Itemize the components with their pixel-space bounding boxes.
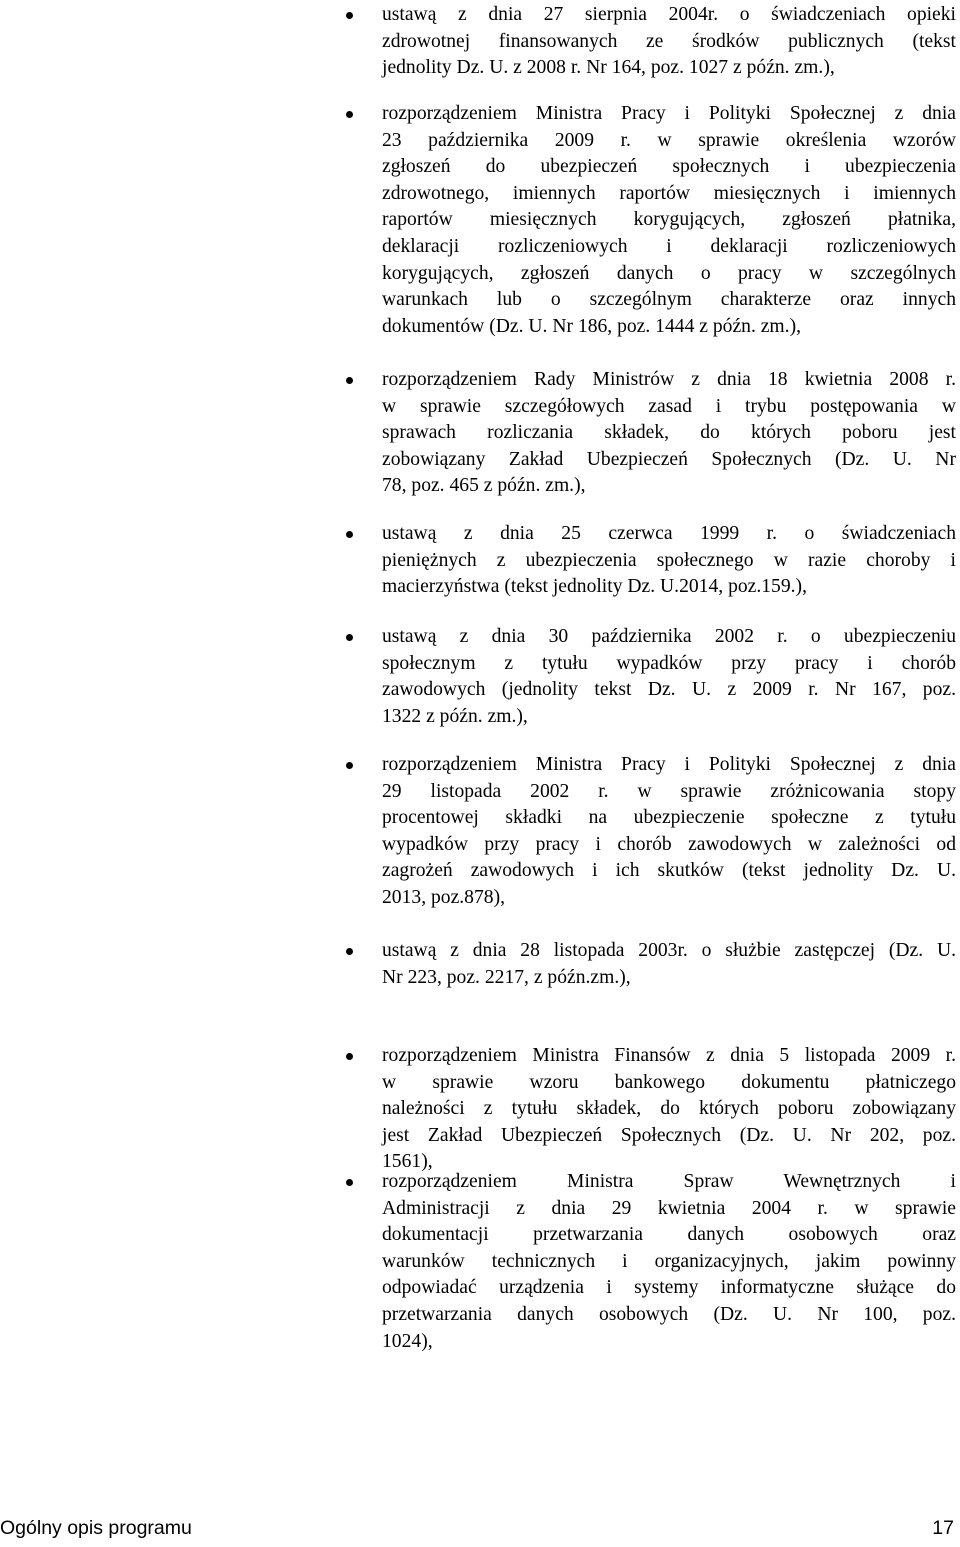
list-item-line: deklaracji rozliczeniowych i deklaracji rozliczeniowych — [382, 235, 956, 257]
list-item-line: 23 października 2009 r. w sprawie określenia wzorów — [382, 129, 956, 151]
list-item-line: należności z tytułu składek, do których poboru zobowiązany — [382, 1098, 956, 1120]
list-item-line: w sprawie wzoru bankowego dokumentu płatniczego — [382, 1071, 956, 1093]
list-item-line: przetwarzania danych osobowych (Dz. U. Nr 100, poz. — [382, 1303, 956, 1325]
list-item-line: warunkach lub o szczególnym charakterze oraz innych — [382, 289, 956, 311]
list-item-line: 1322 z późn. zm.), — [382, 705, 528, 727]
list-bullet — [346, 377, 353, 384]
list-item-line: ustawą z dnia 30 października 2002 r. o ubezpieczeniu — [382, 626, 956, 647]
list-item-line: ustawą z dnia 28 listopada 2003r. o służbie zastępczej (Dz. U. — [382, 940, 956, 961]
page-number: 17 — [932, 1517, 954, 1539]
list-item-line: 1024), — [382, 1330, 433, 1352]
list-item-line: zobowiązany Zakład Ubezpieczeń Społecznych (Dz. U. Nr — [382, 448, 956, 470]
list-item-line: rozporządzeniem Ministra Pracy i Polityki Społecznej z dnia — [382, 754, 956, 775]
list-item-line: dokumentacji przetwarzania danych osobowych oraz — [382, 1224, 956, 1246]
list-item — [382, 624, 956, 730]
list-item-line: w sprawie szczegółowych zasad i trybu postępowania w — [382, 395, 956, 417]
list-item-line: odpowiadać urządzenia i systemy informatyczne służące do — [382, 1277, 956, 1299]
list-item-line: dokumentów (Dz. U. Nr 186, poz. 1444 z późn. zm.), — [382, 315, 801, 337]
list-item — [382, 1169, 956, 1355]
list-item-line: korygujących, zgłoszeń danych o pracy w szczególnych — [382, 262, 956, 284]
list-item — [382, 938, 956, 991]
list-item-line: 78, poz. 465 z późn. zm.), — [382, 475, 586, 497]
list-item-line: ustawą z dnia 25 czerwca 1999 r. o świadczeniach — [382, 523, 956, 544]
list-item — [382, 101, 956, 340]
list-bullet — [346, 111, 353, 118]
list-item-line: wypadków przy pracy i chorób zawodowych w zależności od — [382, 833, 956, 855]
list-item-line: 1561), — [382, 1151, 433, 1173]
list-item-line: społecznym z tytułu wypadków przy pracy i chorób — [382, 652, 956, 674]
list-item-line: sprawach rozliczania składek, do których poboru jest — [382, 422, 956, 444]
list-bullet — [346, 634, 353, 641]
list-bullet — [346, 948, 353, 955]
list-item-line: rozporządzeniem Ministra Spraw Wewnętrznych i — [382, 1171, 956, 1192]
list-item-line: ustawą z dnia 27 sierpnia 2004r. o świadczeniach opieki — [382, 4, 956, 25]
list-bullet — [346, 762, 353, 769]
list-item-line: rozporządzeniem Rady Ministrów z dnia 18 kwietnia 2008 r. — [382, 369, 956, 390]
list-item-line: 29 listopada 2002 r. w sprawie zróżnicowania stopy — [382, 780, 956, 802]
list-item-line: jednolity Dz. U. z 2008 r. Nr 164, poz. 1027 z późn. zm.), — [382, 57, 835, 79]
list-item-line: Administracji z dnia 29 kwietnia 2004 r. w sprawie — [382, 1197, 956, 1219]
list-bullet — [346, 1179, 353, 1186]
list-item-line: Nr 223, poz. 2217, z późn.zm.), — [382, 966, 631, 988]
list-item-line: rozporządzeniem Ministra Finansów z dnia 5 listopada 2009 r. — [382, 1045, 956, 1066]
list-item — [382, 1043, 956, 1176]
list-bullet — [346, 531, 353, 538]
list-item-line: zawodowych (jednolity tekst Dz. U. z 2009 r. Nr 167, poz. — [382, 679, 956, 701]
list-item-line: zgłoszeń do ubezpieczeń społecznych i ubezpieczenia — [382, 156, 956, 178]
list-item — [382, 367, 956, 500]
list-item-line: macierzyństwa (tekst jednolity Dz. U.2014, poz.159.), — [382, 576, 807, 598]
list-item-line: raportów miesięcznych korygujących, zgłoszeń płatnika, — [382, 209, 956, 231]
list-item-line: zdrowotnego, imiennych raportów miesięcznych i imiennych — [382, 182, 956, 204]
list-item — [382, 521, 956, 601]
list-item — [382, 752, 956, 912]
list-bullet — [346, 1053, 353, 1060]
list-bullet — [346, 12, 353, 19]
list-item — [382, 2, 956, 82]
list-item-line: zdrowotnej finansowanych ze środków publicznych (tekst — [382, 30, 956, 52]
list-item-line: pieniężnych z ubezpieczenia społecznego w razie choroby i — [382, 549, 956, 571]
list-item-line: jest Zakład Ubezpieczeń Społecznych (Dz. U. Nr 202, poz. — [382, 1124, 956, 1146]
list-item-line: warunków technicznych i organizacyjnych, jakim powinny — [382, 1250, 956, 1272]
list-item-line: rozporządzeniem Ministra Pracy i Polityki Społecznej z dnia — [382, 103, 956, 124]
footer-title: Ogólny opis programu — [0, 1517, 192, 1539]
page-footer — [0, 1517, 960, 1543]
list-item-line: zagrożeń zawodowych i ich skutków (tekst jednolity Dz. U. — [382, 860, 956, 882]
list-item-line: 2013, poz.878), — [382, 886, 505, 908]
list-item-line: procentowej składki na ubezpieczenie społeczne z tytułu — [382, 807, 956, 829]
